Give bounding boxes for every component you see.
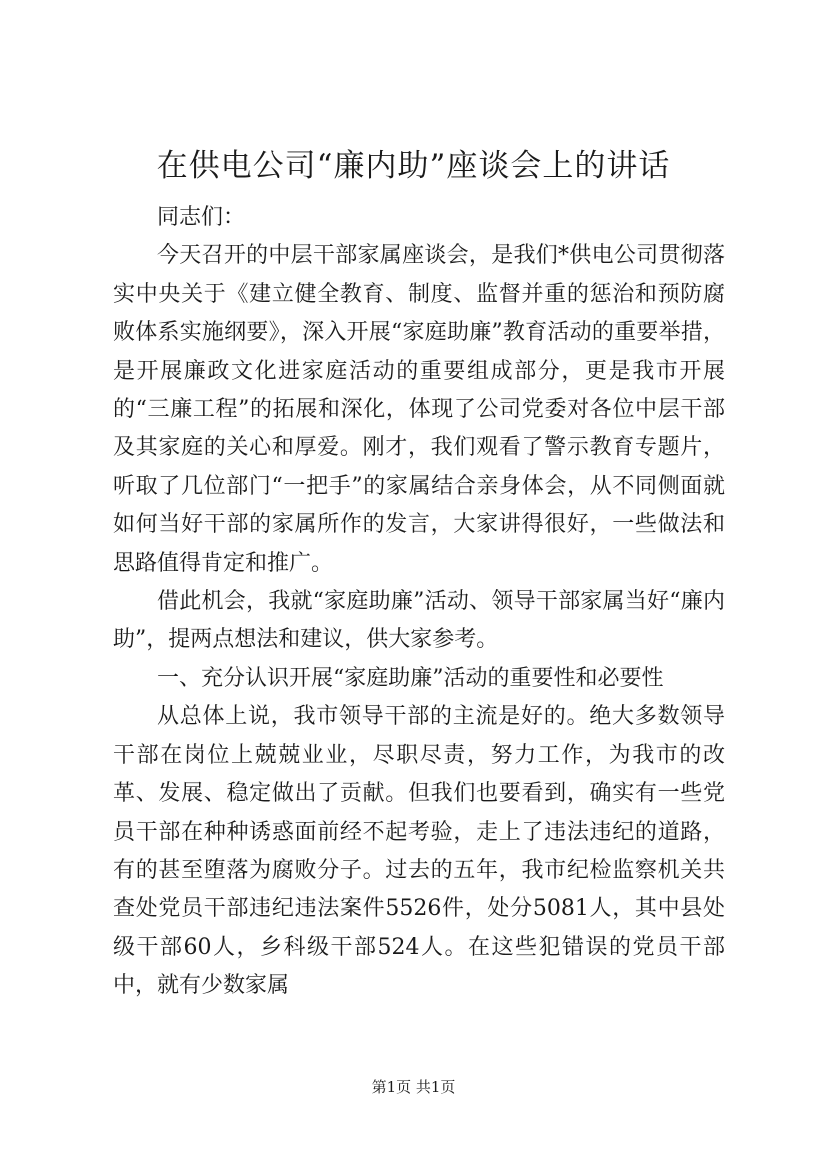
document-body [113, 199, 725, 1006]
section-heading: 一、充分认识开展“家庭助廉”活动的重要性和必要性 [157, 665, 664, 691]
body-paragraph: 借此机会，我就“家庭助廉”活动、领导干部家属当好“廉内助”，提两点想法和建议，供大家参考。 [113, 589, 725, 653]
body-paragraph: 从总体上说，我市领导干部的主流是好的。绝大多数领导干部在岗位上兢兢业业，尽职尽责，努力工作，为我市的改革、发展、稳定做出了贡献。但我们也要看到，确实有一些党员干部在种种诱惑面前经不起考验，走上了违法违纪的道路，有的甚至堕落为腐败分子。过去的五年，我市纪检监察机关共查处党员干部违纪违法案件5526件，处分5081人，其中县处级干部60人，乡科级干部524人。在这些犯错误的党员干部中，就有少数家属 [113, 704, 725, 999]
page-number-footer: 第1页 共1页 [371, 1078, 456, 1096]
body-paragraph: 今天召开的中层干部家属座谈会，是我们*供电公司贯彻落实中央关于《建立健全教育、制度、监督并重的惩治和预防腐败体系实施纲要》，深入开展“家庭助廉”教育活动的重要举措，是开展廉政文化进家庭活动的重要组成部分，更是我市开展的“三廉工程”的拓展和深化，体现了公司党委对各位中层干部及其家庭的关心和厚爱。刚才，我们观看了警示教育专题片，听取了几位部门“一把手”的家属结合亲身体会，从不同侧面就如何当好干部的家属所作的发言，大家讲得很好，一些做法和思路值得肯定和推广。 [113, 243, 725, 576]
document-title: 在供电公司“廉内助”座谈会上的讲话 [156, 148, 671, 184]
salutation-paragraph: 同志们： [157, 205, 246, 230]
